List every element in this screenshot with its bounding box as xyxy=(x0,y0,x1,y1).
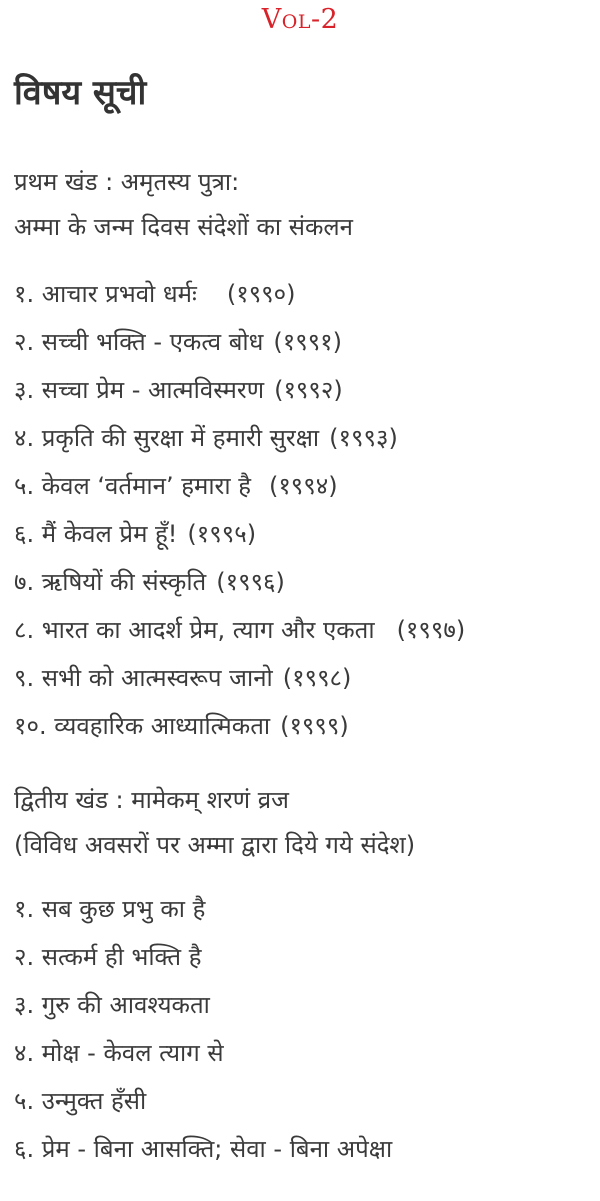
item-number: ८. xyxy=(14,616,35,644)
list-item xyxy=(14,981,392,1029)
item-title: आचार प्रभवो धर्मः xyxy=(41,280,197,308)
item-title: भारत का आदर्श प्रेम, त्याग और एकता xyxy=(41,616,375,644)
item-title: सभी को आत्मस्वरूप जानो xyxy=(41,664,273,692)
list-item xyxy=(14,885,392,933)
item-number: ५. xyxy=(14,1087,35,1115)
item-number: २. xyxy=(14,943,35,971)
item-title: व्यवहारिक आध्यात्मिकता xyxy=(54,712,271,740)
item-title: सच्ची भक्ति - एकत्व बोध xyxy=(41,328,264,356)
list-item xyxy=(14,462,465,510)
section-2-subheading: (विविध अवसरों पर अम्मा द्वारा दिये गये संदेश) xyxy=(14,831,416,859)
list-item xyxy=(14,606,465,654)
item-year: (१९९६) xyxy=(216,568,285,596)
section-1-subheading: अम्मा के जन्म दिवस संदेशों का संकलन xyxy=(14,213,354,241)
page-title: विषय सूची xyxy=(14,73,147,113)
item-title: उन्मुक्त हँसी xyxy=(41,1087,147,1115)
item-number: ६. xyxy=(14,1135,35,1163)
item-number: ९. xyxy=(14,664,35,692)
item-number: ७. xyxy=(14,568,35,596)
list-item xyxy=(14,366,465,414)
item-number: २. xyxy=(14,328,35,356)
item-title: केवल ‘वर्तमान’ हमारा है xyxy=(41,472,251,500)
item-number: १. xyxy=(14,895,35,923)
item-number: ४. xyxy=(14,1039,35,1067)
item-year: (१९९२) xyxy=(274,376,343,404)
item-number: ३. xyxy=(14,376,35,404)
item-year: (१९९०) xyxy=(226,280,296,308)
item-number: ६. xyxy=(14,520,35,548)
list-item xyxy=(14,510,465,558)
item-year: (१९९७) xyxy=(396,616,466,644)
list-item xyxy=(14,654,465,702)
list-item xyxy=(14,558,465,606)
item-title: मैं केवल प्रेम हूँ! xyxy=(41,520,178,548)
item-number: १०. xyxy=(14,712,47,740)
section-2-list xyxy=(14,885,392,1173)
section-1-header xyxy=(14,160,353,250)
item-title: सच्चा प्रेम - आत्मविस्मरण xyxy=(41,376,265,404)
item-number: ५. xyxy=(14,472,35,500)
list-item xyxy=(14,414,465,462)
list-item xyxy=(14,933,392,981)
list-item xyxy=(14,702,465,750)
item-year: (१९९८) xyxy=(282,664,352,692)
section-1-heading: प्रथम खंड : अमृतस्य पुत्रा: xyxy=(14,168,240,196)
list-item xyxy=(14,318,465,366)
item-title: ऋषियों की संस्कृति xyxy=(41,568,207,596)
item-number: १. xyxy=(14,280,35,308)
item-title: गुरु की आवश्यकता xyxy=(41,991,210,1019)
list-item xyxy=(14,1125,392,1173)
section-2-header xyxy=(14,778,415,868)
item-title: प्रेम - बिना आसक्ति; सेवा - बिना अपेक्षा xyxy=(41,1135,393,1163)
item-year: (१९९१) xyxy=(273,328,343,356)
item-year: (१९९४) xyxy=(268,472,338,500)
section-2-heading: द्वितीय खंड : मामेकम् शरणं व्रज xyxy=(14,786,289,814)
list-item xyxy=(14,270,465,318)
item-year: (१९९३) xyxy=(329,424,398,452)
list-item xyxy=(14,1077,392,1125)
list-item xyxy=(14,1029,392,1077)
item-title: सत्कर्म ही भक्ति है xyxy=(41,943,202,971)
item-number: ३. xyxy=(14,991,35,1019)
item-title: मोक्ष - केवल त्याग से xyxy=(41,1039,224,1067)
item-number: ४. xyxy=(14,424,35,452)
volume-label: Vol-2 xyxy=(261,4,339,35)
section-1-list xyxy=(14,270,465,750)
item-title: सब कुछ प्रभु का है xyxy=(41,895,206,923)
item-year: (१९९९) xyxy=(280,712,349,740)
item-title: प्रकृति की सुरक्षा में हमारी सुरक्षा xyxy=(41,424,320,452)
item-year: (१९९५) xyxy=(187,520,257,548)
